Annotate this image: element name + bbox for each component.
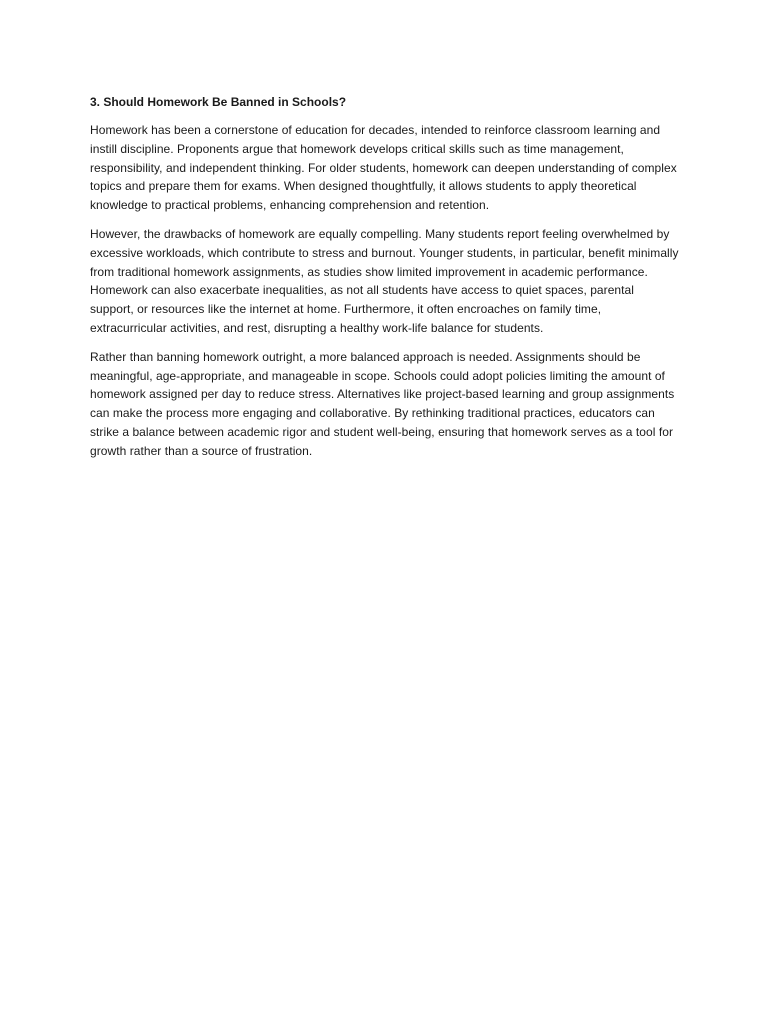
paragraph-benefits: Homework has been a cornerstone of education for decades, intended to reinforce classroom learning and instill discipline. Proponents argue that homework develops critical skills such as time management, responsibility, and independent thinking. For older students, homework can deepen understanding of complex topics and prepare them for exams. When designed thoughtfully, it allows students to apply theoretical knowledge to practical problems, enhancing comprehension and retention. [90,123,677,213]
document-heading: 3. Should Homework Be Banned in Schools? [90,95,347,109]
document-page [90,93,680,471]
paragraph-balanced-approach: Rather than banning homework outright, a more balanced approach is needed. Assignments should be meaningful, age-appropriate, and manageable in scope. Schools could adopt policies limiting the amount of homework assigned per day to reduce stress. Alternatives like project-based learning and group assignments can make the process more engaging and collaborative. By rethinking traditional practices, educators can strike a balance between academic rigor and student well-being, ensuring that homework serves as a tool for growth rather than a source of frustration. [90,349,675,458]
paragraph-drawbacks: However, the drawbacks of homework are equally compelling. Many students report feeling overwhelmed by excessive workloads, which contribute to stress and burnout. Younger students, in particular, benefit minimally from traditional homework assignments, as studies show limited improvement in academic performance. Homework can also exacerbate inequalities, as not all students have access to quiet spaces, parental support, or resources like the internet at home. Furthermore, it often encroaches on family time, extracurricular activities, and rest, disrupting a healthy work-life balance for students. [90,226,679,335]
